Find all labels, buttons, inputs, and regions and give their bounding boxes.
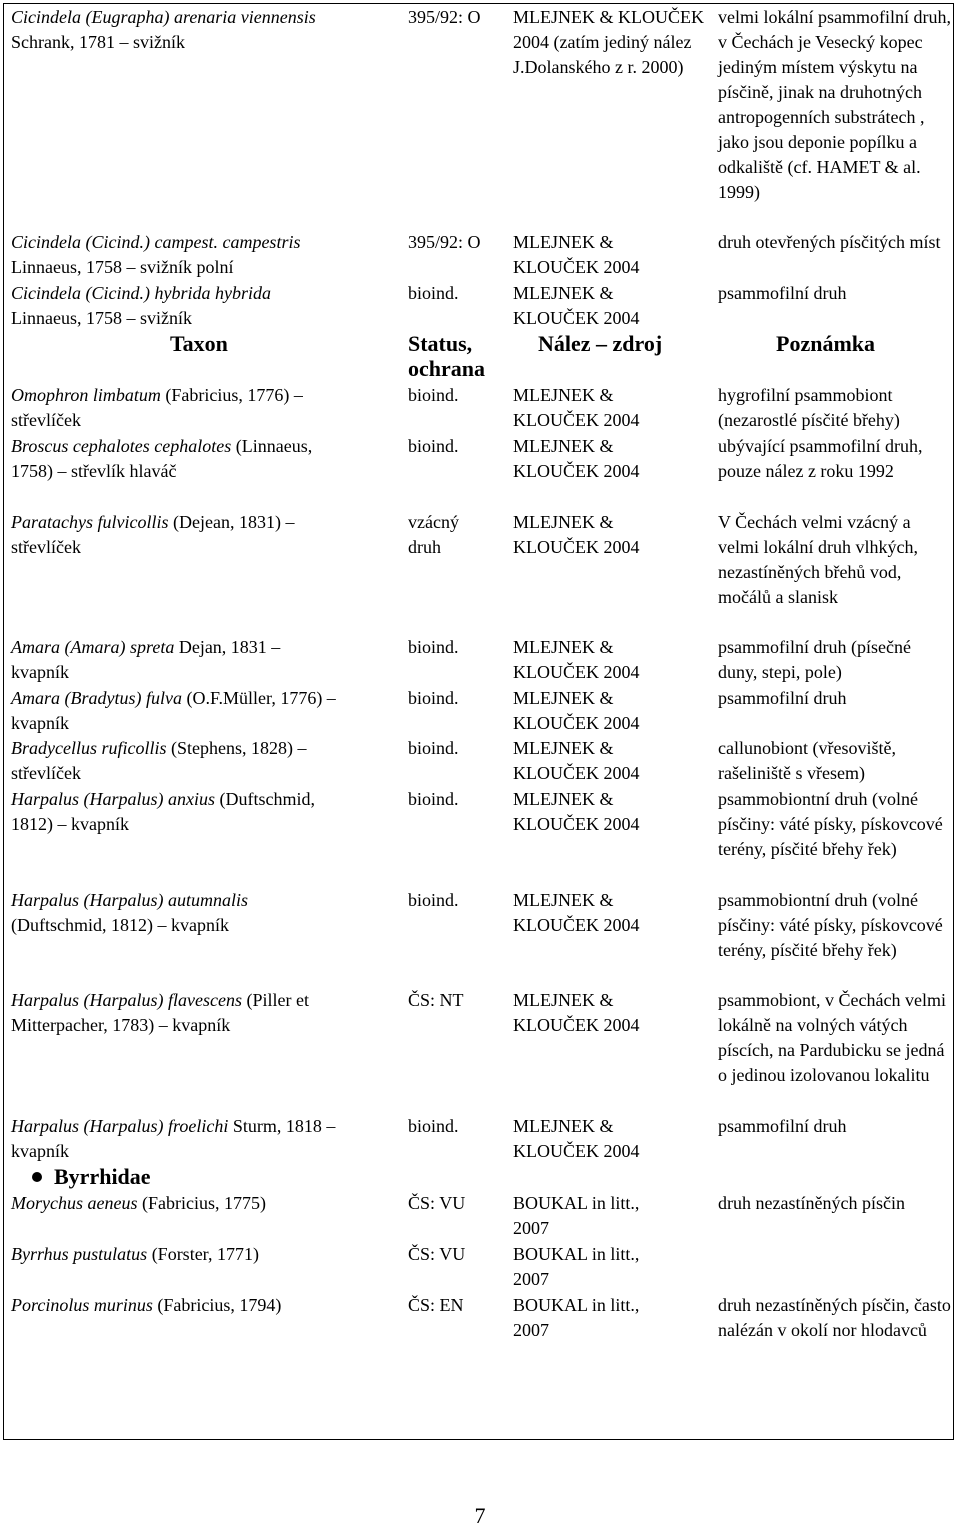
nalez-cell: MLEJNEK & KLOUČEK 2004 (zatím jediný nález J.Dolanského z r. 2000) bbox=[513, 7, 704, 77]
nalez-cell: MLEJNEK & KLOUČEK 2004 bbox=[513, 637, 640, 682]
status-cell: bioind. bbox=[408, 738, 459, 758]
taxon-common-name: 1812) – kvapník bbox=[11, 814, 129, 834]
nalez-cell: MLEJNEK & KLOUČEK 2004 bbox=[513, 1116, 640, 1161]
taxon-author: (Forster, 1771) bbox=[147, 1244, 259, 1264]
status-cell: ČS: EN bbox=[408, 1295, 464, 1315]
poznamka-cell: psammofilní druh bbox=[718, 283, 847, 303]
taxon-common-name: 1758) – střevlík hlaváč bbox=[11, 461, 177, 481]
status-cell: bioind. bbox=[408, 283, 459, 303]
taxon-author: Linnaeus, 1758 – svižník polní bbox=[11, 257, 234, 277]
status-cell: bioind. bbox=[408, 637, 459, 657]
taxon-common-name: kvapník bbox=[11, 713, 69, 733]
nalez-cell: MLEJNEK & KLOUČEK 2004 bbox=[513, 738, 640, 783]
status-cell: bioind. bbox=[408, 890, 459, 910]
taxon-name: Harpalus (Harpalus) autumnalis bbox=[11, 890, 249, 910]
status-cell: ČS: VU bbox=[408, 1244, 466, 1264]
family-heading: Byrrhidae bbox=[32, 1164, 151, 1189]
taxon-common-name: kvapník bbox=[11, 1141, 69, 1161]
taxon-common-name: (Duftschmid, 1812) – kvapník bbox=[11, 915, 229, 935]
status-cell: 395/92: O bbox=[408, 7, 481, 27]
taxon-author: Schrank, 1781 – svižník bbox=[11, 32, 185, 52]
poznamka-cell: callunobiont (vřesoviště, rašeliniště s vřesem) bbox=[718, 738, 896, 783]
taxon-author: (Duftschmid, bbox=[215, 789, 315, 809]
status-cell: bioind. bbox=[408, 1116, 459, 1136]
taxon-author: (Linnaeus, bbox=[231, 436, 313, 456]
taxon-name: Morychus aeneus bbox=[11, 1193, 138, 1213]
poznamka-cell: druh nezastíněných písčin, často nalézán v okolí nor hlodavců bbox=[718, 1295, 951, 1340]
taxon-author: Sturm, 1818 – bbox=[228, 1116, 336, 1136]
taxon-name: Harpalus (Harpalus) anxius bbox=[11, 789, 216, 809]
poznamka-cell: V Čechách velmi vzácný a velmi lokální druh vlhkých, nezastíněných břehů vod, močálů a slanisk bbox=[718, 512, 918, 607]
nalez-cell: MLEJNEK & KLOUČEK 2004 bbox=[513, 232, 640, 277]
taxon-name: Byrrhus pustulatus bbox=[11, 1244, 148, 1264]
poznamka-cell: velmi lokální psammofilní druh, v Čechách je Vesecký kopec jediným místem výskytu na písčině, jinak na druhotných antropogenních substrátech , jako jsou deponie popílku a odkaliště (cf. HAMET & al. 1999) bbox=[718, 7, 951, 202]
status-cell: bioind. bbox=[408, 436, 459, 456]
bullet-icon bbox=[32, 1172, 42, 1182]
taxon-author: (O.F.Müller, 1776) – bbox=[181, 688, 336, 708]
taxon-author: (Fabricius, 1775) bbox=[137, 1193, 266, 1213]
taxon-name: Harpalus (Harpalus) flavescens bbox=[11, 990, 242, 1010]
nalez-cell: MLEJNEK & KLOUČEK 2004 bbox=[513, 385, 640, 430]
status-cell: bioind. bbox=[408, 688, 459, 708]
taxon-common-name: střevlíček bbox=[11, 537, 81, 557]
poznamka-cell: hygrofilní psammobiont (nezarostlé písčité břehy) bbox=[718, 385, 900, 430]
taxon-name: Amara (Bradytus) fulva bbox=[11, 688, 182, 708]
nalez-cell: MLEJNEK & KLOUČEK 2004 bbox=[513, 688, 640, 733]
taxon-author: (Fabricius, 1794) bbox=[152, 1295, 282, 1315]
poznamka-cell: psammofilní druh (písečné duny, stepi, pole) bbox=[718, 637, 911, 682]
poznamka-cell: psammobiontní druh (volné písčiny: váté písky, pískovcové terény, písčité břehy řek) bbox=[718, 789, 943, 859]
page-number: 7 bbox=[474, 1503, 486, 1528]
poznamka-cell: psammobiontní druh (volné písčiny: váté písky, pískovcové terény, písčité břehy řek) bbox=[718, 890, 943, 960]
taxon-name: Bradycellus ruficollis bbox=[11, 738, 167, 758]
taxon-author: (Fabricius, 1776) – bbox=[160, 385, 303, 405]
nalez-cell: MLEJNEK & KLOUČEK 2004 bbox=[513, 890, 640, 935]
taxon-author: (Stephens, 1828) – bbox=[166, 738, 307, 758]
status-cell: bioind. bbox=[408, 789, 459, 809]
nalez-cell: MLEJNEK & KLOUČEK 2004 bbox=[513, 512, 640, 557]
taxon-name: Cicindela (Cicind.) hybrida hybrida bbox=[11, 283, 271, 303]
nalez-cell: BOUKAL in litt., 2007 bbox=[513, 1295, 640, 1340]
nalez-cell: MLEJNEK & KLOUČEK 2004 bbox=[513, 789, 640, 834]
taxon-name: Harpalus (Harpalus) froelichi bbox=[11, 1116, 229, 1136]
poznamka-cell: druh nezastíněných písčin bbox=[718, 1193, 905, 1213]
poznamka-cell: psammofilní druh bbox=[718, 688, 847, 708]
taxon-author: (Piller et bbox=[241, 990, 309, 1010]
status-cell: 395/92: O bbox=[408, 232, 481, 252]
status-cell: ČS: NT bbox=[408, 990, 464, 1010]
taxon-name: Paratachys fulvicollis bbox=[11, 512, 169, 532]
header-taxon: Taxon bbox=[170, 331, 228, 356]
nalez-cell: MLEJNEK & KLOUČEK 2004 bbox=[513, 436, 640, 481]
taxon-name: Amara (Amara) spreta bbox=[11, 637, 175, 657]
status-cell: vzácný druh bbox=[408, 512, 459, 557]
taxon-common-name: střevlíček bbox=[11, 410, 81, 430]
taxon-name: Broscus cephalotes cephalotes bbox=[11, 436, 232, 456]
poznamka-cell: psammobiont, v Čechách velmi lokálně na volných vátých píscích, na Pardubicku se jedná o jedinou izolovanou lokalitu bbox=[718, 990, 946, 1085]
poznamka-cell: druh otevřených písčitých míst bbox=[718, 232, 941, 252]
nalez-cell: MLEJNEK & KLOUČEK 2004 bbox=[513, 990, 640, 1035]
taxon-author: Dejan, 1831 – bbox=[174, 637, 281, 657]
taxon-common-name: Mitterpacher, 1783) – kvapník bbox=[11, 1015, 231, 1035]
taxon-common-name: kvapník bbox=[11, 662, 69, 682]
taxon-common-name: střevlíček bbox=[11, 763, 81, 783]
nalez-cell: MLEJNEK & KLOUČEK 2004 bbox=[513, 283, 640, 328]
taxon-name: Cicindela (Eugrapha) arenaria viennensis bbox=[11, 7, 316, 27]
status-cell: ČS: VU bbox=[408, 1193, 466, 1213]
taxon-name: Omophron limbatum bbox=[11, 385, 161, 405]
header-poznamka: Poznámka bbox=[776, 331, 875, 356]
status-cell: bioind. bbox=[408, 385, 459, 405]
taxon-author: (Dejean, 1831) – bbox=[168, 512, 295, 532]
poznamka-cell: psammofilní druh bbox=[718, 1116, 847, 1136]
taxon-author: Linnaeus, 1758 – svižník bbox=[11, 308, 192, 328]
header-status: Status, ochrana bbox=[408, 331, 485, 381]
nalez-cell: BOUKAL in litt., 2007 bbox=[513, 1244, 640, 1289]
nalez-cell: BOUKAL in litt., 2007 bbox=[513, 1193, 640, 1238]
header-nalez: Nález – zdroj bbox=[538, 331, 663, 356]
taxon-name: Cicindela (Cicind.) campest. campestris bbox=[11, 232, 301, 252]
taxon-name: Porcinolus murinus bbox=[11, 1295, 153, 1315]
poznamka-cell: ubývající psammofilní druh, pouze nález z roku 1992 bbox=[718, 436, 923, 481]
